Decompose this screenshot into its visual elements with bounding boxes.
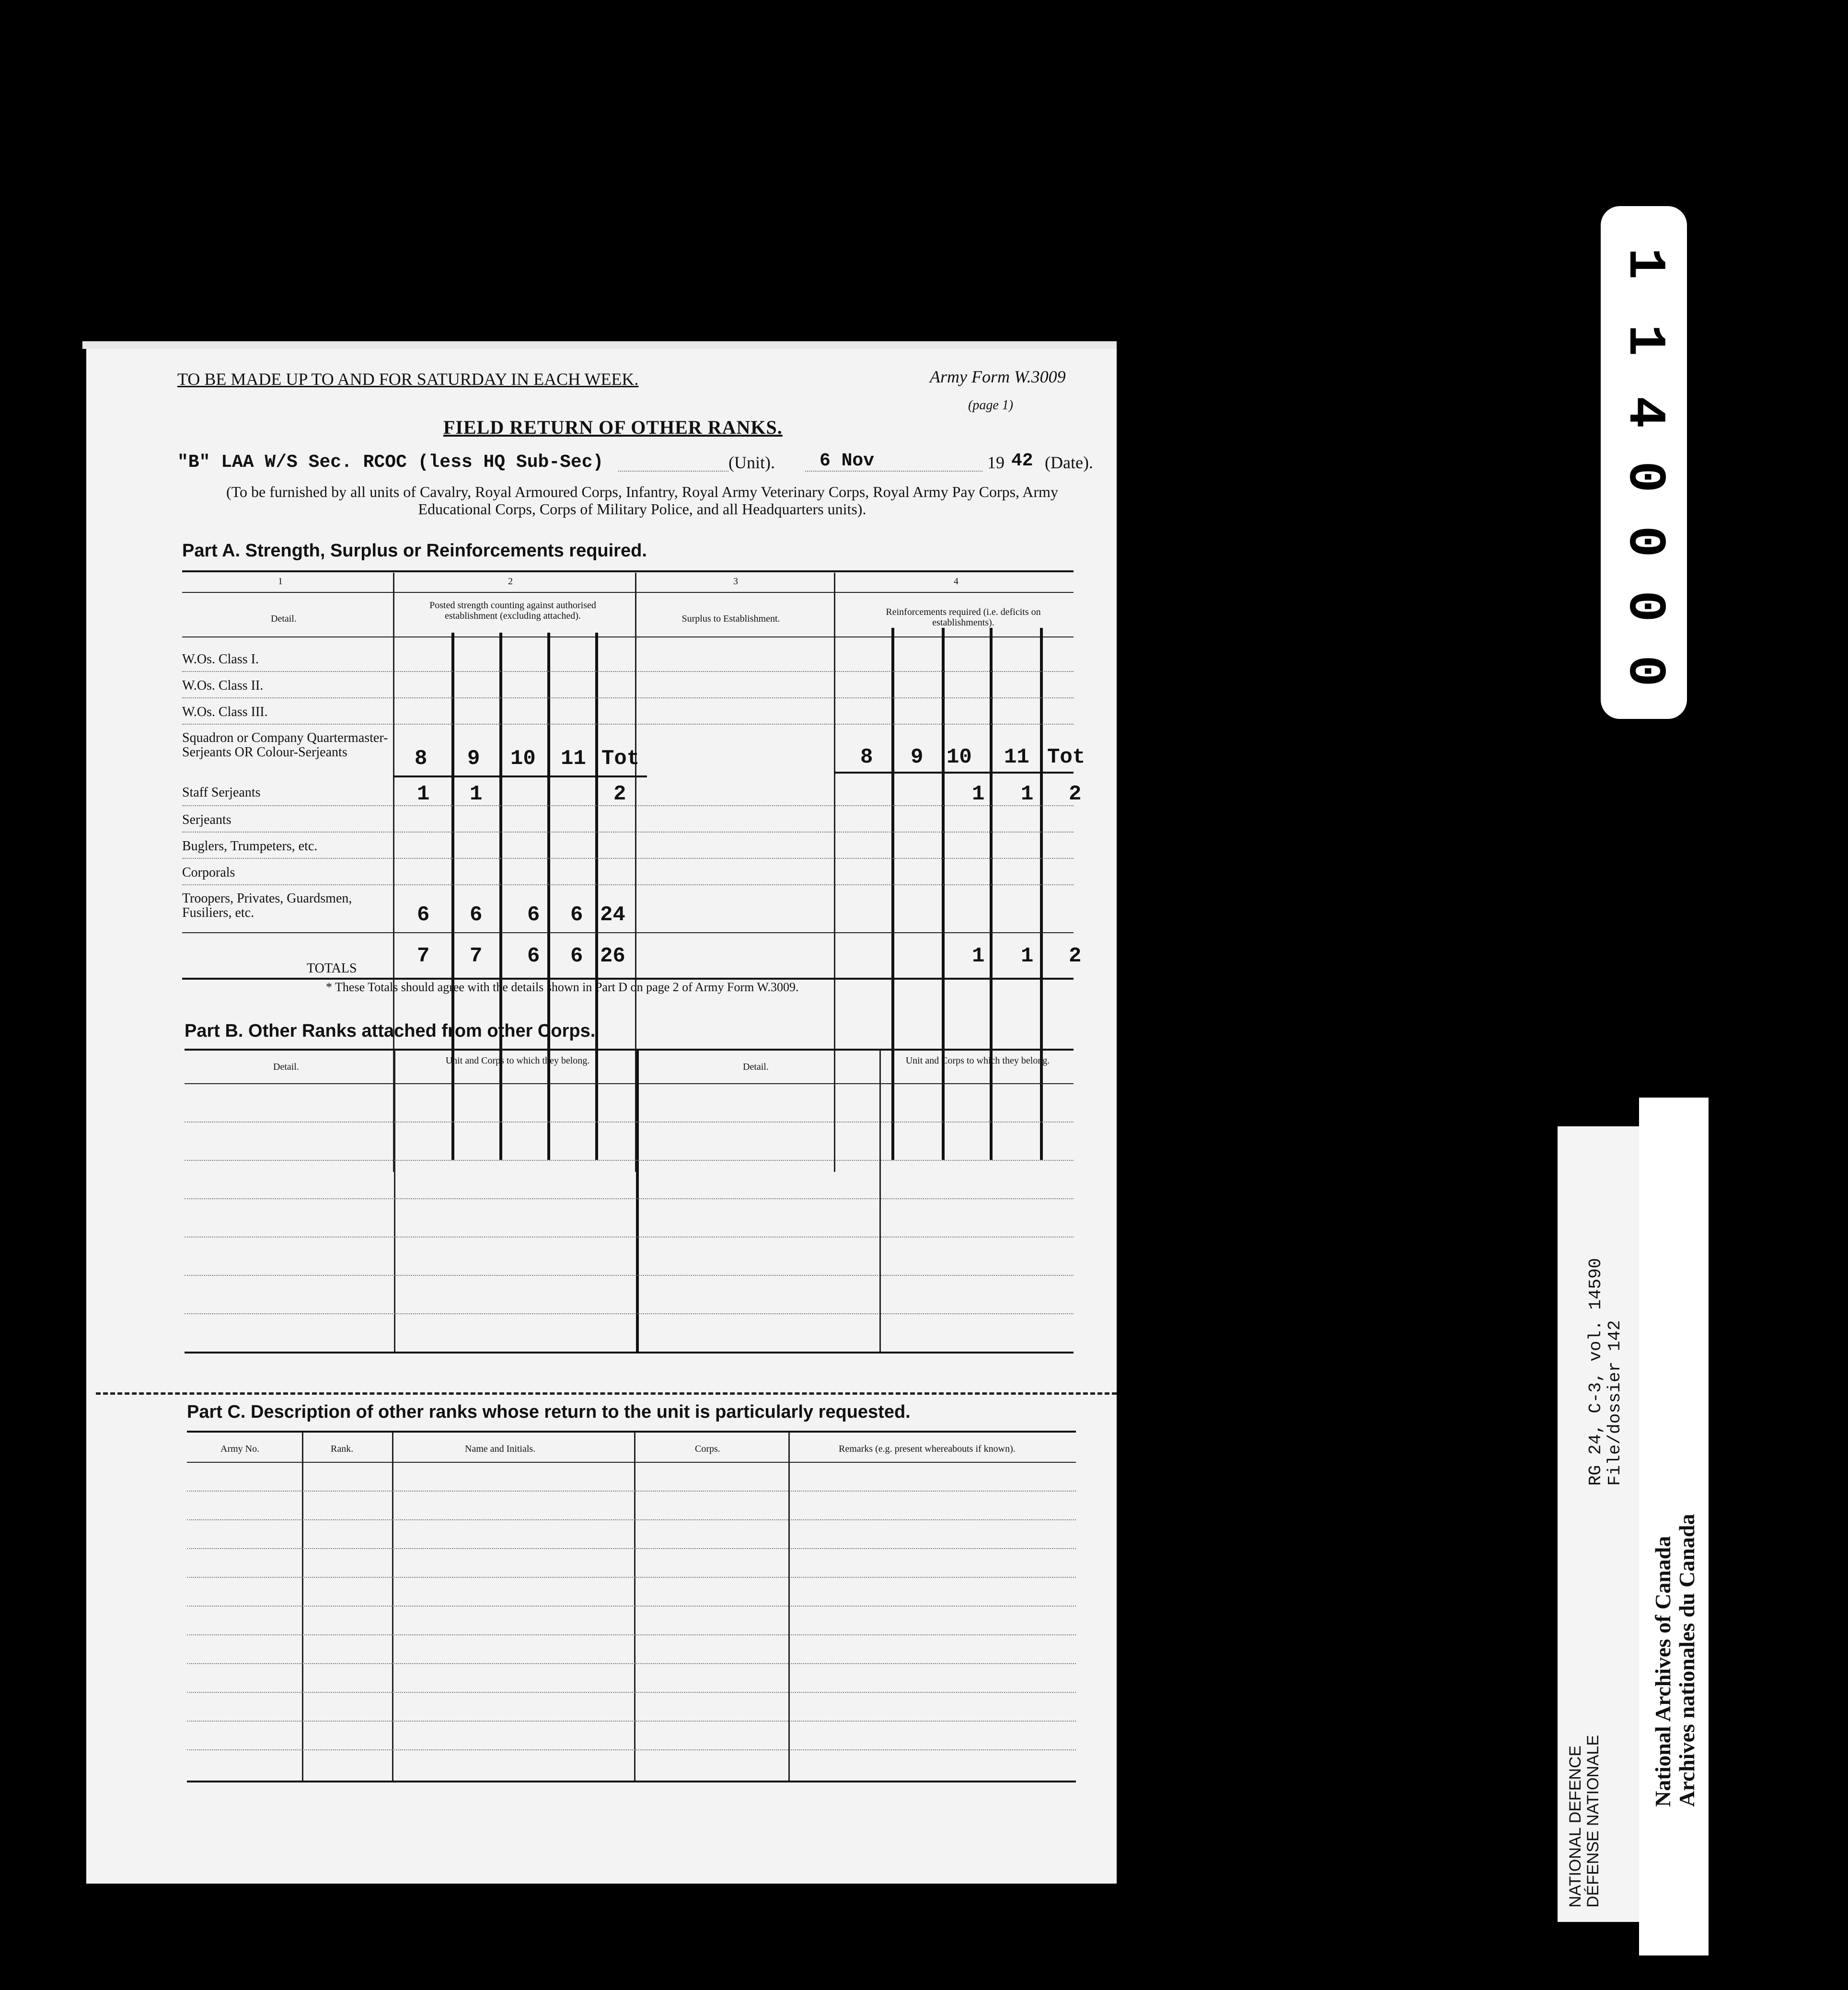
row-serjeants: Serjeants xyxy=(182,812,231,827)
col-detail-header: Detail. xyxy=(271,613,297,624)
col-4-number: 4 xyxy=(954,576,959,587)
part-c-col-rank: Rank. xyxy=(331,1444,354,1454)
totals-reinf-10: 1 xyxy=(972,944,985,968)
ref-line-1: RG 24, C-3, vol. 14590 xyxy=(1586,1258,1605,1486)
form-title: FIELD RETURN OF OTHER RANKS. xyxy=(443,417,783,438)
part-c-col-remarks: Remarks (e.g. present whereabouts if known). xyxy=(839,1444,1016,1454)
row-staff-serjeants: Staff Serjeants xyxy=(182,785,261,800)
stamp-digit-5: 4 xyxy=(1614,396,1674,428)
date-label: (Date). xyxy=(1045,453,1093,472)
row-buglers: Buglers, Trumpeters, etc. xyxy=(182,839,318,854)
staff-sjt-posted-tot: 2 xyxy=(613,782,626,806)
stamp-digit-7: 1 xyxy=(1614,247,1674,279)
date-value: 6 Nov xyxy=(820,451,875,471)
form-number: Army Form W.3009 xyxy=(930,367,1066,386)
reinf-sub-8: 8 xyxy=(860,745,873,769)
troopers-posted-10: 6 xyxy=(527,903,540,927)
part-c-col-army-no: Army No. xyxy=(220,1444,260,1454)
posted-sub-tot: Tot xyxy=(601,747,640,771)
unit-label: (Unit). xyxy=(728,453,775,472)
troopers-posted-9: 6 xyxy=(470,903,483,927)
totals-footnote: * These Totals should agree with the details shown in Part D on page 2 of Army Form W.3009. xyxy=(326,980,799,994)
row-wo-class-3: W.Os. Class III. xyxy=(182,705,268,719)
part-b-col-detail: Detail. xyxy=(273,1062,299,1072)
totals-posted-8: 7 xyxy=(417,944,430,968)
stamp-digit-2: 0 xyxy=(1614,590,1674,622)
totals-posted-11: 6 xyxy=(570,944,583,968)
col-3-number: 3 xyxy=(733,576,738,587)
part-c-col-corps: Corps. xyxy=(695,1444,720,1454)
troopers-posted-8: 6 xyxy=(417,903,430,927)
staff-sjt-reinf-tot: 2 xyxy=(1069,782,1082,806)
posted-sub-9: 9 xyxy=(467,747,480,771)
part-b-col-unit: Unit and Corps to which they belong. xyxy=(445,1055,590,1066)
reinf-sub-tot: Tot xyxy=(1047,745,1086,769)
year-prefix: 19 xyxy=(987,453,1005,472)
totals-posted-10: 6 xyxy=(527,944,540,968)
col-posted-header: Posted strength counting against authorised establishment (excluding attached). xyxy=(429,600,596,621)
reinf-sub-9: 9 xyxy=(911,745,924,769)
reinf-sub-10: 10 xyxy=(947,745,972,769)
page-number: (page 1) xyxy=(968,398,1014,413)
staff-sjt-posted-9: 1 xyxy=(470,782,483,806)
dept-en: NATIONAL DEFENCE xyxy=(1566,1745,1584,1908)
row-wo-class-1: W.Os. Class I. xyxy=(182,652,259,667)
col-1-number: 1 xyxy=(278,576,283,587)
totals-posted-tot: 26 xyxy=(600,944,625,968)
row-corporals: Corporals xyxy=(182,865,235,880)
part-b-heading: Part B. Other Ranks attached from other Corps. xyxy=(185,1021,596,1041)
col-surplus-header: Surplus to Establishment. xyxy=(681,613,780,624)
row-wo-class-2: W.Os. Class II. xyxy=(182,678,264,693)
row-cqms: Squadron or Company Quartermaster-Serjeants OR Colour-Serjeants xyxy=(182,730,388,760)
stamp-digit-6: 1 xyxy=(1614,324,1674,356)
totals-posted-9: 7 xyxy=(470,944,483,968)
part-c-heading: Part C. Description of other ranks whose return to the unit is particularly requested. xyxy=(187,1402,911,1422)
troopers-posted-tot: 24 xyxy=(600,903,625,927)
dept-fr: DÉFENSE NATIONALE xyxy=(1584,1735,1602,1908)
reinf-sub-11: 11 xyxy=(1004,745,1029,769)
part-b-col-detail2: Detail. xyxy=(743,1062,769,1072)
posted-sub-10: 10 xyxy=(510,747,536,771)
frame-number-stamp xyxy=(1601,206,1687,719)
staff-sjt-reinf-11: 1 xyxy=(1021,782,1034,806)
unit-value: "B" LAA W/S Sec. RCOC (less HQ Sub-Sec) xyxy=(177,452,604,473)
archive-en: National Archives of Canada xyxy=(1651,1536,1675,1807)
posted-sub-8: 8 xyxy=(415,747,427,771)
part-b-col-unit2: Unit and Corps to which they belong. xyxy=(905,1055,1050,1066)
col-2-number: 2 xyxy=(508,576,513,587)
archive-label xyxy=(1558,1126,1639,1922)
staff-sjt-reinf-10: 1 xyxy=(972,782,985,806)
form-page xyxy=(86,345,1117,1884)
row-troopers: Troopers, Privates, Guardsmen, Fusiliers, etc. xyxy=(182,891,352,920)
troopers-posted-11: 6 xyxy=(570,903,583,927)
totals-label: TOTALS xyxy=(307,961,357,976)
col-reinf-header: Reinforcements required (i.e. deficits on establishments). xyxy=(886,607,1041,628)
posted-sub-11: 11 xyxy=(561,747,586,771)
furnish-note: (To be furnished by all units of Cavalry, Royal Armoured Corps, Infantry, Royal Army Veterinary Corps, Royal Army Pay Corps, Army Educational Corps, Corps of Military Police, and all Headquarters units). xyxy=(226,483,1058,518)
staff-sjt-posted-8: 1 xyxy=(417,782,430,806)
archive-fr: Archives nationales du Canada xyxy=(1675,1514,1699,1807)
part-a-heading: Part A. Strength, Surplus or Reinforcements required. xyxy=(182,541,647,561)
archive-name-label xyxy=(1639,1098,1709,1955)
stamp-digit-4: 0 xyxy=(1614,461,1674,493)
part-c-col-name: Name and Initials. xyxy=(465,1444,536,1454)
ref-line-2: File/dossier 142 xyxy=(1605,1320,1625,1486)
stamp-digit-1: 0 xyxy=(1614,655,1674,687)
year-value: 42 xyxy=(1011,451,1033,471)
totals-reinf-tot: 2 xyxy=(1069,944,1082,968)
stamp-digit-3: 0 xyxy=(1614,525,1674,557)
totals-reinf-11: 1 xyxy=(1021,944,1034,968)
instruction-line: TO BE MADE UP TO AND FOR SATURDAY IN EACH WEEK. xyxy=(177,370,639,389)
